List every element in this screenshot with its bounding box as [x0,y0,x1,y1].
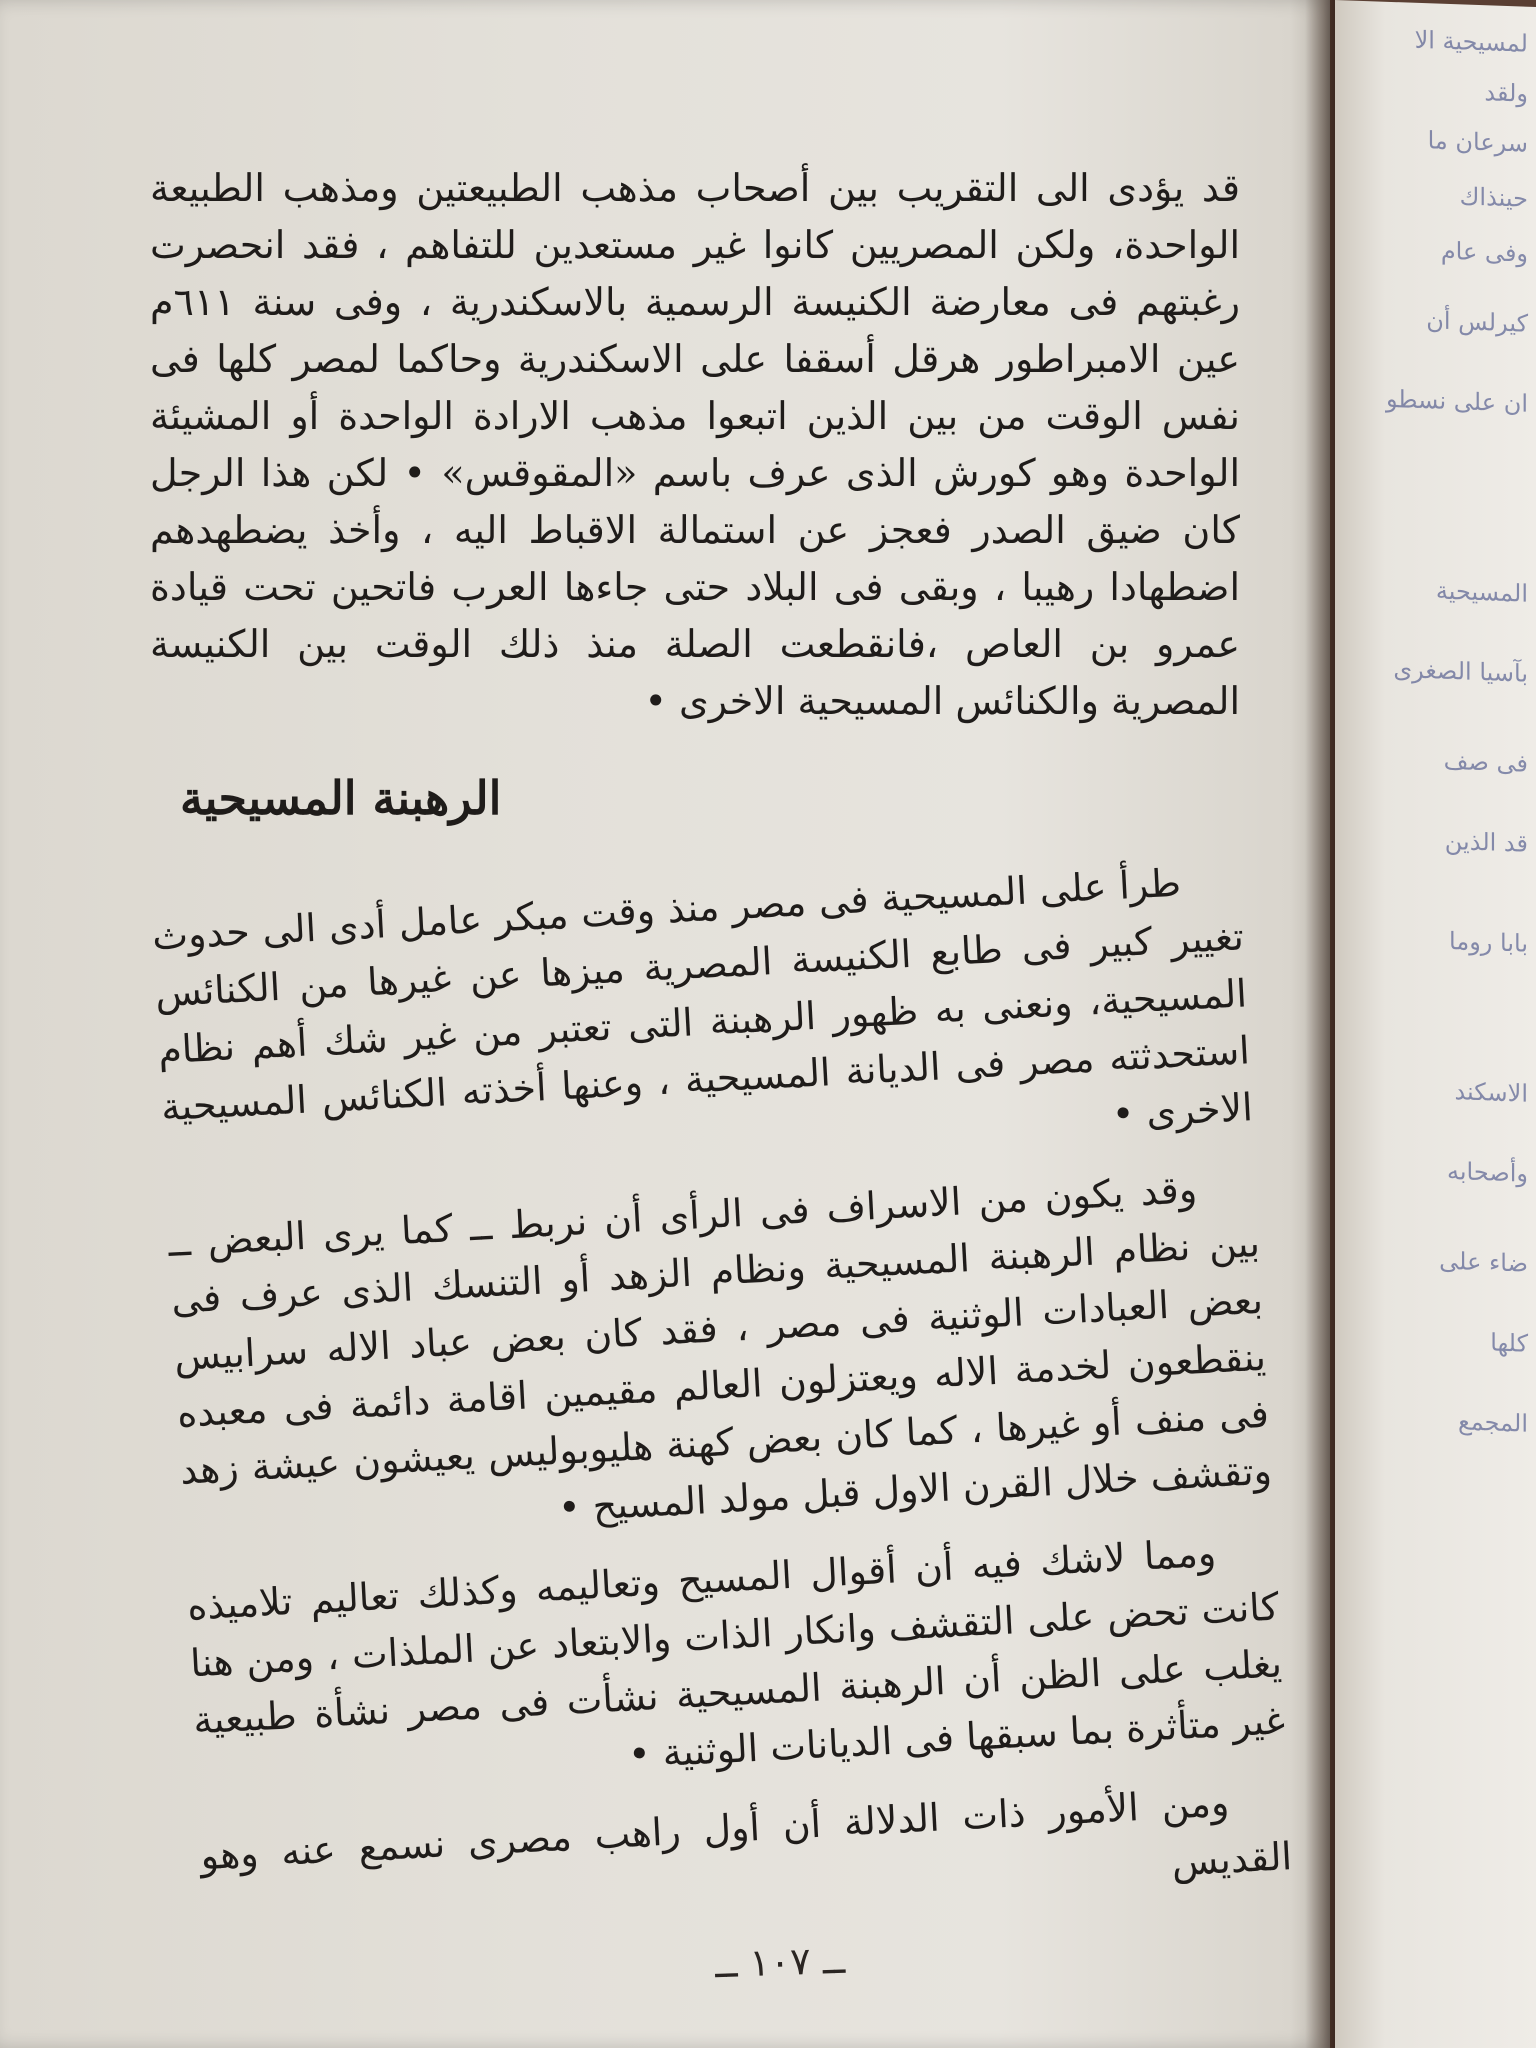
margin-note: ان على نسطو [1386,384,1528,418]
paragraph: ومن الأمور ذات الدلالة أن أول راهب مصرى نسمع عنه وهو القديس [199,1780,1294,1885]
paragraph: ومما لاشك فيه أن أقوال المسيح وتعاليمه وكذلك تعاليم تلاميذه كانت تحض على التقشف وانكار الذات والابتعاد عن الملذات ، ومن هنا يغلب على الظن أن الرهبنة المسيحية نشأت فى مصر نشأة طبيعية غير متأثرة بما سبقها فى الديانات الوثنية • [186,1530,1286,1777]
margin-note: وأصحابه [1447,1156,1528,1188]
section-heading: الرهبنة المسيحية [180,771,502,825]
margin-note: وفى عام [1440,236,1528,268]
margin-note: سرعان ما [1427,126,1528,158]
margin-note: لمسيحية الا [1414,25,1528,58]
margin-note: بآسيا الصغرى [1393,655,1528,688]
margin-note: فى صف [1443,746,1528,778]
paragraph: وقد يكون من الاسراف فى الرأى أن نربط ــ كما يرى البعض ــ بين نظام الرهبنة المسيحية ونظام الزهد أو التنسك الذى عرف فى بعض العبادات الوثنية فى مصر ، فقد كان بعض عباد الاله سرابيس ينقطعون لخدمة الاله ويعتزلون العالم مقيمين اقامة دائمة فى معبده فى منف أو غيرها ، كما كان بعض كهنة هليوبوليس يعيشون عيشة زهد وتقشف خلال القرن الاول قبل مولد المسيح • [167,1167,1273,1530]
margin-note: كلها [1490,1328,1528,1358]
page-text [150,160,1294,1937]
page-number: ــ ١٠٧ ــ [714,1937,846,1987]
book-gutter [1305,0,1335,2048]
margin-note: ولقد [1484,78,1528,108]
margin-note: قد الذين [1444,826,1528,858]
facing-page [1335,0,1536,2048]
section-body [151,851,1294,1942]
margin-note: الاسكند [1454,1077,1528,1108]
paragraph: طرأ على المسيحية فى مصر منذ وقت مبكر عامل أدى الى حدوث تغيير كبير فى طابع الكنيسة المصرية ميزها عن غيرها من الكنائس المسيحية، ونعنى به ظهور الرهبنة التى تعتبر من غير شك أهم نظام استحدثته مصر فى الديانة المسيحية ، وعنها أخذته الكنائس المسيحية الاخرى • [151,860,1254,1137]
margin-note: حينذاك [1459,182,1528,213]
opening-paragraph: قد يؤدى الى التقريب بين أصحاب مذهب الطبيعتين ومذهب الطبيعة الواحدة، ولكن المصريين كانوا غير مستعدين للتفاهم ، فقد انحصرت رغبتهم فى معارضة الكنيسة الرسمية بالاسكندرية ، وفى سنة ٦١١م عين الامبراطور هرقل أسقفا على الاسكندرية وحاكما لمصر كلها فى نفس الوقت من بين الذين اتبعوا مذهب الارادة الواحدة أو المشيئة الواحدة وهو كورش الذى عرف باسم «المقوقس» • لكن هذا الرجل كان ضيق الصدر فعجز عن استمالة الاقباط اليه ، وأخذ يضطهدهم اضطهادا رهيبا ، وبقى فى البلاد حتى جاءها العرب فاتحين تحت قيادة عمرو بن العاص ،فانقطعت الصلة منذ ذلك الوقت بين الكنيسة المصرية والكنائس المسيحية الاخرى • [150,166,1240,723]
margin-note: المجمع [1458,1407,1528,1438]
margin-note: المسيحية [1435,576,1528,608]
margin-note: كيرلس أن [1426,306,1528,338]
margin-note: بابا روما [1449,926,1528,958]
margin-note: ضاء على [1439,1246,1528,1278]
